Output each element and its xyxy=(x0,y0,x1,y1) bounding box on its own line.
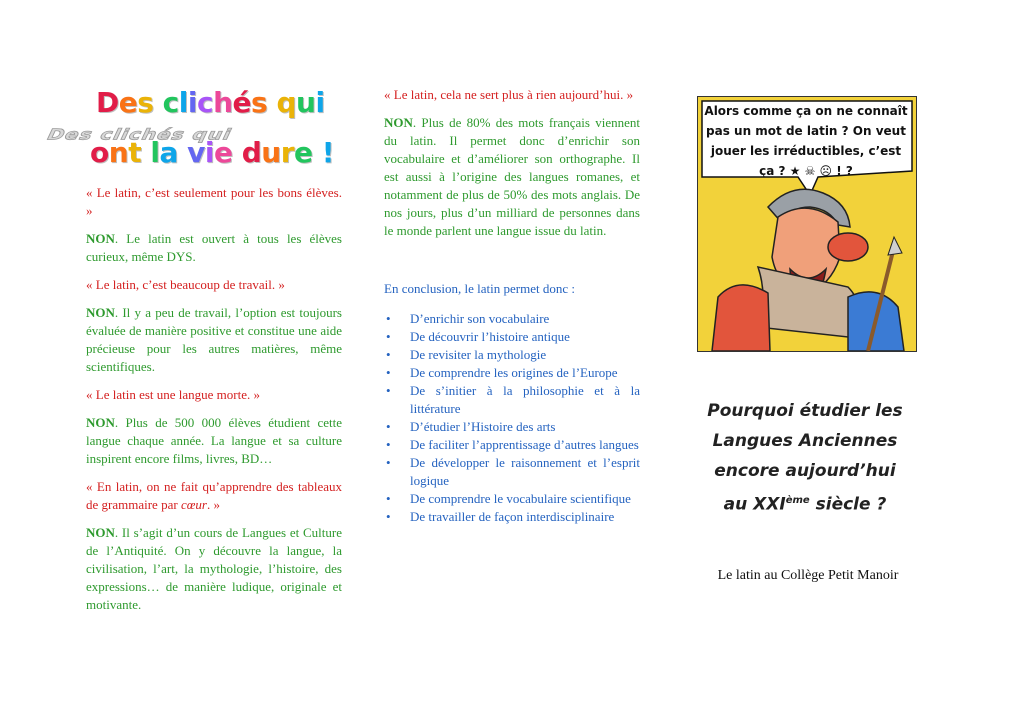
title-letter: d xyxy=(241,136,262,169)
cliche-4-end: . » xyxy=(206,497,220,512)
cliche-4-start: « En latin, on ne fait qu’apprendre des tableaux de grammaire par xyxy=(86,479,342,512)
list-item: • De s’initier à la philosophie et à la littérature xyxy=(384,382,640,418)
answer-4 xyxy=(86,524,342,614)
answer-3 xyxy=(86,414,342,468)
title-letter: ! xyxy=(321,136,335,169)
title-letter: a xyxy=(159,136,178,169)
list-item: • De comprendre les origines de l’Europe xyxy=(384,364,640,382)
title-letter: c xyxy=(197,86,214,119)
middle-column xyxy=(384,86,640,526)
school-subtitle: Le latin au Collège Petit Manoir xyxy=(717,568,899,583)
title-letter: e xyxy=(294,136,313,169)
answer-4-text: . Il s’agit d’un cours de Langues et Culture de l’Antiquité. On y découvre la langue, la civilisation, l’art, la mythologie, l’histoire, des expressions… de manière ludique, originale et motivante. xyxy=(86,525,342,612)
speech-bubble-text: Alors comme ça on ne connaît pas un mot de latin ? On veut jouer les irréductibles, c’est ça ? ★ ☠ ☹ ! ? xyxy=(704,104,908,178)
list-item: • De travailler de façon interdisciplinaire xyxy=(384,508,640,526)
title-letter: q xyxy=(276,86,297,119)
title-letter: l xyxy=(178,86,188,119)
title-letter xyxy=(232,136,241,169)
non-label: NON xyxy=(384,115,413,130)
title-letter: v xyxy=(187,136,205,169)
title-letter: D xyxy=(96,86,119,119)
cover-line-3: encore aujourd’hui xyxy=(714,461,896,481)
title-letter: h xyxy=(213,86,233,119)
answer-1 xyxy=(86,230,342,266)
list-item: • De découvrir l’histoire antique xyxy=(384,328,640,346)
title-letter: u xyxy=(261,136,281,169)
answer-2-text: . Il y a peu de travail, l’option est toujours évaluée de manière positive et constitue une aide précieuse pour les autres matières, même scientifiques. xyxy=(86,305,342,374)
title-letter: n xyxy=(108,136,129,169)
title-letter: e xyxy=(118,86,138,119)
list-item: • De revisiter la mythologie xyxy=(384,346,640,364)
cliche-3: « Le latin est une langue morte. » xyxy=(86,387,261,402)
cover-line-4 xyxy=(690,486,920,520)
non-label: NON xyxy=(86,231,115,246)
conclusion: En conclusion, le latin permet donc : xyxy=(384,281,575,296)
answer-2 xyxy=(86,304,342,376)
left-column xyxy=(86,184,342,614)
list-item: • De développer le raisonnement et l’esprit logique xyxy=(384,454,640,490)
title-letter: i xyxy=(187,86,197,119)
title-letter: e xyxy=(213,136,233,169)
comic-panel xyxy=(697,96,917,352)
cliche-4-italic: cœur xyxy=(180,497,207,512)
title-line-2 xyxy=(90,136,334,169)
title-letter: l xyxy=(150,136,160,169)
title-letter: i xyxy=(315,86,325,119)
title-letter: i xyxy=(204,136,214,169)
title-letter: t xyxy=(128,136,142,169)
cover-line-4-start: au XXI xyxy=(723,494,786,515)
cover-line-2: Langues Anciennes xyxy=(712,431,898,451)
cliche-5: « Le latin, cela ne sert plus à rien aujourd’hui. » xyxy=(384,87,634,102)
list-item: • D’enrichir son vocabulaire xyxy=(384,310,640,328)
cover-title xyxy=(690,396,920,520)
answer-5-text: . Plus de 80% des mots français viennent du latin. Il permet donc d’enrichir son vocabulaire et d’améliorer son orthographe. Il est aussi à l’origine des langues romanes, et notamment de plus de 50% des mots anglais. De nos jours, plus d’un milliard de personnes dans le monde parlent une langue issue du latin. xyxy=(384,115,640,238)
title-line-1 xyxy=(96,86,325,119)
title-letter xyxy=(153,86,162,119)
title-letter xyxy=(313,136,322,169)
title-letter: c xyxy=(162,86,179,119)
cliche-2: « Le latin, c’est beaucoup de travail. » xyxy=(86,277,285,292)
title-letter xyxy=(178,136,187,169)
title-letter: s xyxy=(137,86,154,119)
cover-line-4-end: siècle ? xyxy=(809,494,887,515)
cover-line-4-sup: ème xyxy=(785,495,810,506)
non-label: NON xyxy=(86,415,115,430)
brochure-title xyxy=(40,86,350,178)
title-shadow: Des clichés qui xyxy=(43,125,236,143)
title-letter: r xyxy=(280,136,295,169)
title-letter: u xyxy=(296,86,316,119)
non-label: NON xyxy=(86,525,115,540)
benefits-list xyxy=(384,310,640,526)
cliche-4 xyxy=(86,478,342,514)
answer-1-text: . Le latin est ouvert à tous les élèves curieux, même DYS. xyxy=(86,231,342,264)
title-letter: é xyxy=(232,86,252,119)
list-item: • De faciliter l’apprentissage d’autres langues xyxy=(384,436,640,454)
cover-line-1: Pourquoi étudier les xyxy=(707,401,903,421)
non-label: NON xyxy=(86,305,115,320)
title-letter: o xyxy=(90,136,109,169)
title-letter xyxy=(141,136,150,169)
cliche-1: « Le latin, c’est seulement pour les bons élèves. » xyxy=(86,185,342,218)
answer-5 xyxy=(384,114,640,240)
list-item: • De comprendre le vocabulaire scientifique xyxy=(384,490,640,508)
title-letter: s xyxy=(251,86,268,119)
answer-3-text: . Plus de 500 000 élèves étudient cette langue chaque année. La langue et sa culture inspirent encore films, livres, BD… xyxy=(86,415,342,466)
list-item: • D’étudier l’Histoire des arts xyxy=(384,418,640,436)
